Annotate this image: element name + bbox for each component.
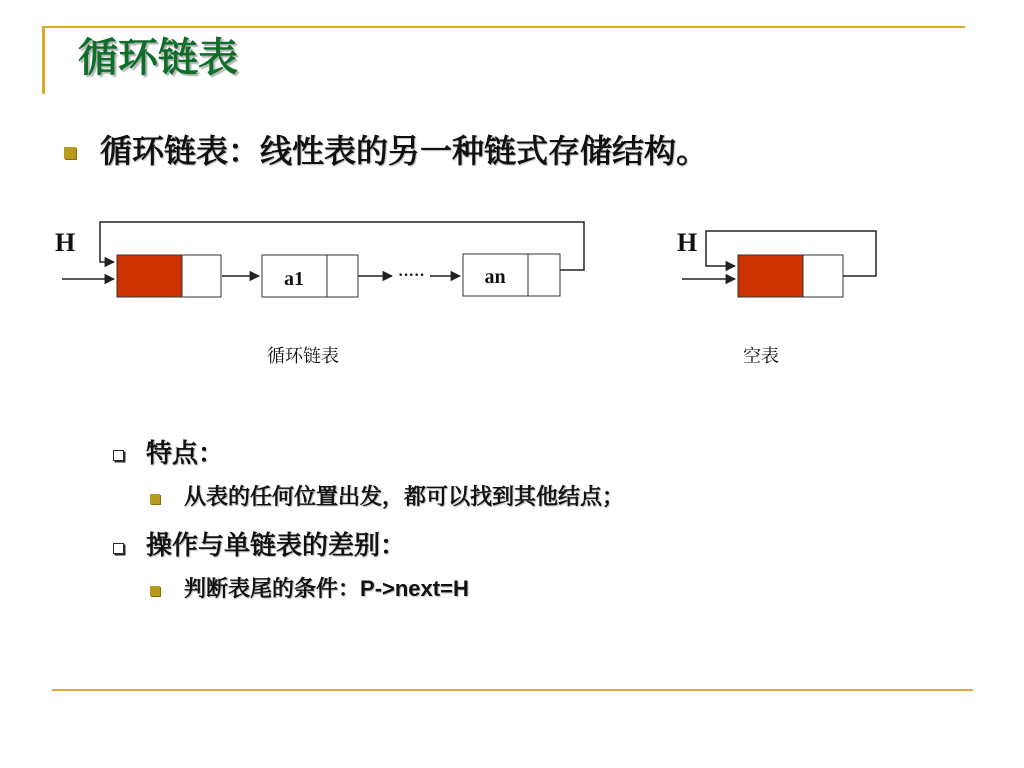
- right-head-node-next: [803, 255, 843, 297]
- sub1-detail-bullet-icon: [150, 494, 160, 504]
- sub2-detail-prefix: 判断表尾的条件：: [184, 576, 361, 602]
- left-diagram-caption: 循环链表: [267, 346, 339, 367]
- left-head-label: H: [55, 228, 76, 257]
- footer-accent-line: [52, 689, 973, 691]
- right-head-label: H: [677, 228, 698, 257]
- main-bullet-text: 循环链表：线性表的另一种链式存储结构。: [100, 132, 709, 170]
- sub2-detail-bullet-icon: [150, 586, 160, 596]
- sub1-detail: 从表的任何位置出发，都可以找到其他结点；: [184, 484, 625, 510]
- slide-title: 循环链表: [78, 34, 238, 81]
- sub2-detail-code: P->next=H: [360, 576, 469, 601]
- sub2-hollow-bullet-icon: [113, 543, 124, 554]
- node-an-label: an: [484, 266, 506, 288]
- sub1-heading: 特点：: [146, 439, 225, 469]
- node-a1-label: a1: [284, 268, 304, 290]
- right-head-node-data: [738, 255, 803, 297]
- sub1-hollow-bullet-icon: [113, 450, 124, 461]
- left-head-node-data: [117, 255, 182, 297]
- node-a1-next: [327, 255, 358, 297]
- sub2-detail: [184, 578, 469, 600]
- left-head-node-next: [182, 255, 221, 297]
- node-an-next: [528, 254, 560, 296]
- sub2-heading: 操作与单链表的差别：: [146, 531, 407, 561]
- ellipsis-label: ·····: [398, 267, 425, 284]
- right-diagram-caption: 空表: [743, 346, 779, 367]
